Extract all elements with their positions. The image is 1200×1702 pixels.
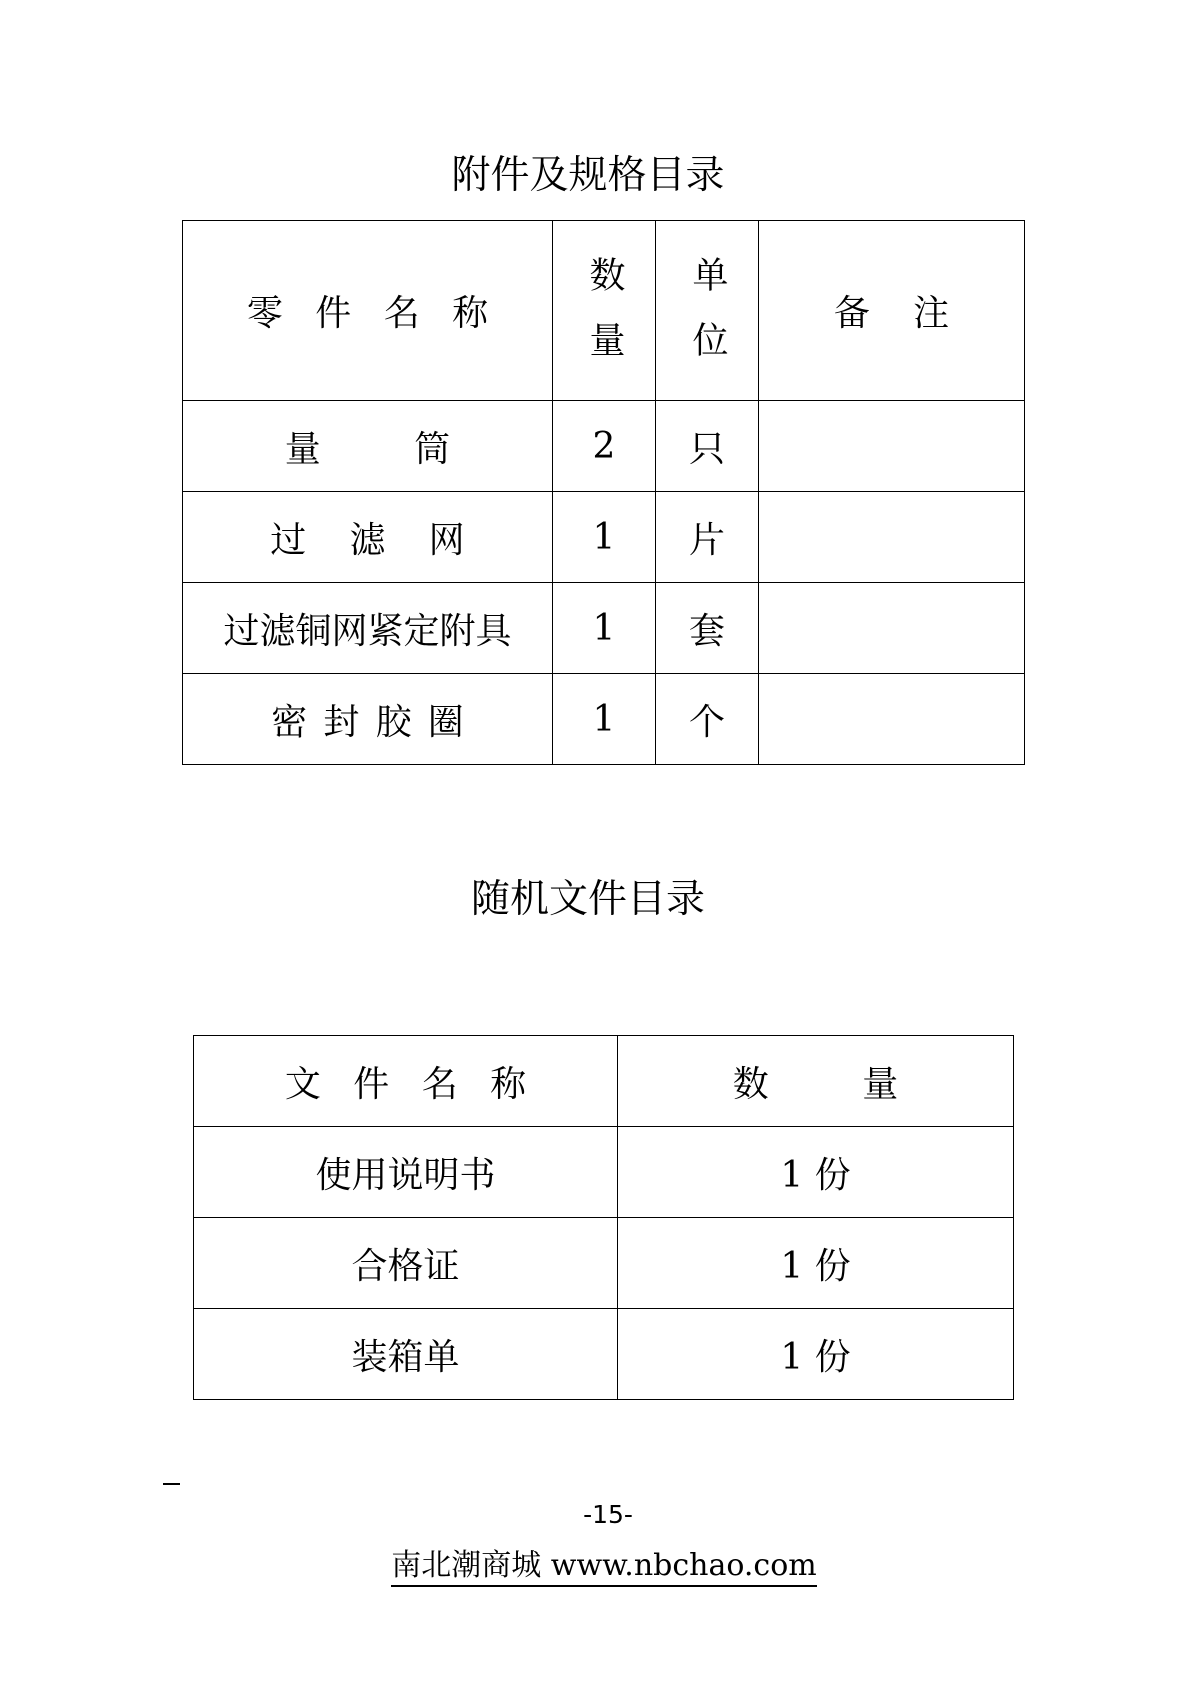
header-remark: 备注 <box>759 221 1025 401</box>
remark-cell <box>759 674 1025 765</box>
document-name-cell: 使用说明书 <box>194 1127 618 1218</box>
footer-link[interactable] <box>4 1540 1200 1584</box>
quantity-cell: 2 <box>553 401 656 492</box>
header-quantity: 数量 <box>553 221 656 401</box>
header-part-name: 零件名称 <box>183 221 553 401</box>
table-row <box>183 492 1025 583</box>
document-quantity-cell: 1 份 <box>618 1218 1014 1309</box>
header-unit: 单位 <box>656 221 759 401</box>
table-row <box>194 1309 1014 1400</box>
unit-cell: 片 <box>656 492 759 583</box>
part-name-cell: 过滤网 <box>183 492 553 583</box>
table-row <box>183 401 1025 492</box>
remark-cell <box>759 583 1025 674</box>
quantity-cell: 1 <box>553 492 656 583</box>
part-name-cell: 密封胶圈 <box>183 674 553 765</box>
unit-cell: 只 <box>656 401 759 492</box>
quantity-cell: 1 <box>553 674 656 765</box>
table-header-row <box>183 221 1025 401</box>
table-row <box>194 1127 1014 1218</box>
unit-cell: 个 <box>656 674 759 765</box>
accessories-title: 附件及规格目录 <box>451 153 725 198</box>
unit-cell: 套 <box>656 583 759 674</box>
remark-cell <box>759 492 1025 583</box>
header-document-name: 文件名称 <box>194 1036 618 1127</box>
part-name-cell: 过滤铜网紧定附具 <box>183 583 553 674</box>
quantity-cell: 1 <box>553 583 656 674</box>
footer-text: 南北潮商城 www.nbchao.com <box>391 1548 816 1587</box>
table-header-row <box>194 1036 1014 1127</box>
table-row <box>183 583 1025 674</box>
footnote-dash <box>163 1483 180 1485</box>
remark-cell <box>759 401 1025 492</box>
table-row <box>194 1218 1014 1309</box>
document-quantity-cell: 1 份 <box>618 1127 1014 1218</box>
page-number: -15- <box>583 1500 633 1529</box>
part-name-cell: 量筒 <box>183 401 553 492</box>
accessories-table <box>182 220 1025 765</box>
header-document-quantity: 数量 <box>618 1036 1014 1127</box>
table-row <box>183 674 1025 765</box>
document-name-cell: 装箱单 <box>194 1309 618 1400</box>
documents-title: 随机文件目录 <box>470 877 705 922</box>
documents-table <box>193 1035 1014 1400</box>
document-quantity-cell: 1 份 <box>618 1309 1014 1400</box>
document-name-cell: 合格证 <box>194 1218 618 1309</box>
